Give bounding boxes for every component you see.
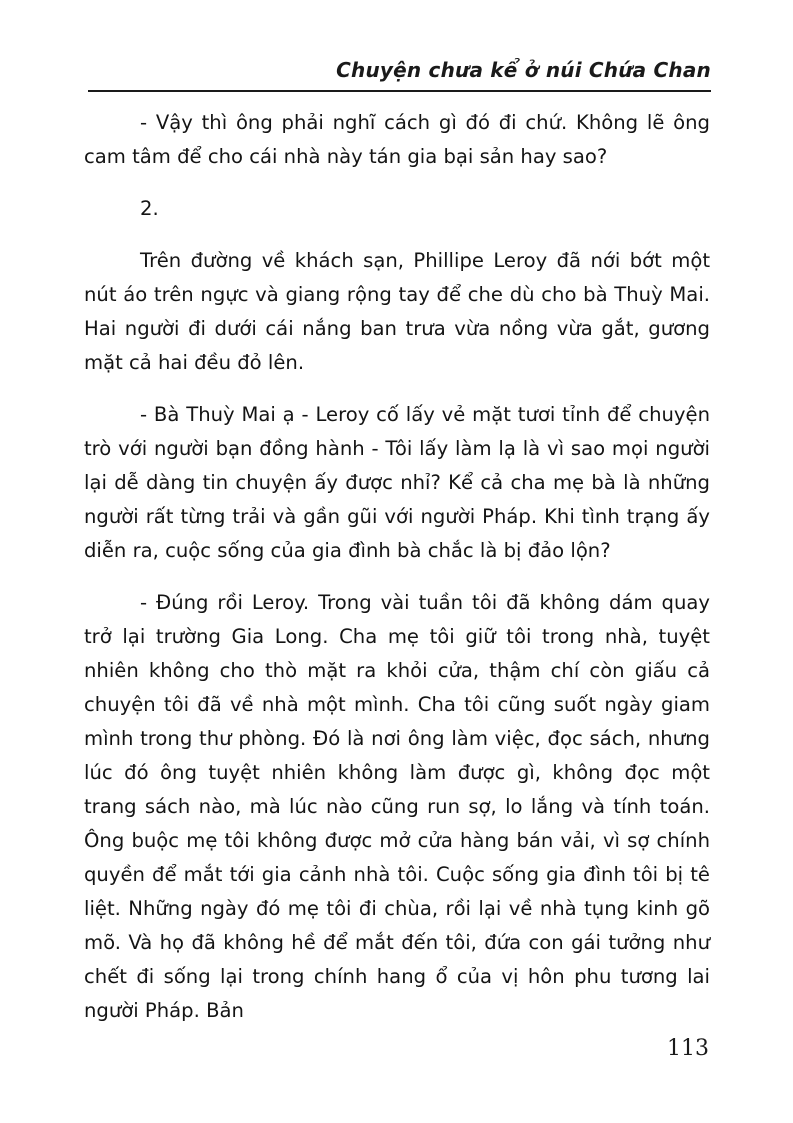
section-number: 2. [140, 197, 159, 220]
page-number: 113 [667, 1036, 709, 1061]
running-header-title: Chuyện chưa kể ở núi Chứa Chan [336, 58, 711, 82]
paragraph-dialogue-1: - Vậy thì ông phải nghĩ cách gì đó đi chứ. Không lẽ ông cam tâm để cho cái nhà này tán gia bại sản hay sao? [84, 111, 710, 168]
paragraph-dialogue-2: - Bà Thuỳ Mai ạ - Leroy cố lấy vẻ mặt tươi tỉnh để chuyện trò với người bạn đồng hành - Tôi lấy làm lạ là vì sao mọi người lại dễ dàng tin chuyện ấy được nhỉ? Kể cả cha mẹ bà là những người rất từng trải và gần gũi với người Pháp. Khi tình trạng ấy diễn ra, cuộc sống của gia đình bà chắc là bị đảo lộn? [84, 403, 710, 562]
paragraph-narration-1: Trên đường về khách sạn, Phillipe Leroy đã nới bớt một nút áo trên ngực và giang rộng tay để che dù cho bà Thuỳ Mai. Hai người đi dưới cái nắng ban trưa vừa nồng vừa gắt, gương mặt cả hai đều đỏ lên. [84, 249, 710, 374]
header-rule [88, 90, 711, 92]
body-text [84, 106, 710, 1028]
paragraph-dialogue-3: - Đúng rồi Leroy. Trong vài tuần tôi đã không dám quay trở lại trường Gia Long. Cha mẹ tôi giữ tôi trong nhà, tuyệt nhiên không cho thò mặt ra khỏi cửa, thậm chí còn giấu cả chuyện tôi đã về nhà một mình. Cha tôi cũng suốt ngày giam mình trong thư phòng. Đó là nơi ông làm việc, đọc sách, nhưng lúc đó ông tuyệt nhiên không làm được gì, không đọc một trang sách nào, mà lúc nào cũng run sợ, lo lắng và tính toán. Ông buộc mẹ tôi không được mở cửa hàng bán vải, vì sợ chính quyền để mắt tới gia cảnh nhà tôi. Cuộc sống gia đình tôi bị tê liệt. Những ngày đó mẹ tôi đi chùa, rồi lại về nhà tụng kinh gõ mõ. Và họ đã không hề để mắt đến tôi, đứa con gái tưởng như chết đi sống lại trong chính hang ổ của vị hôn phu tương lai người Pháp. Bản [84, 591, 710, 1022]
